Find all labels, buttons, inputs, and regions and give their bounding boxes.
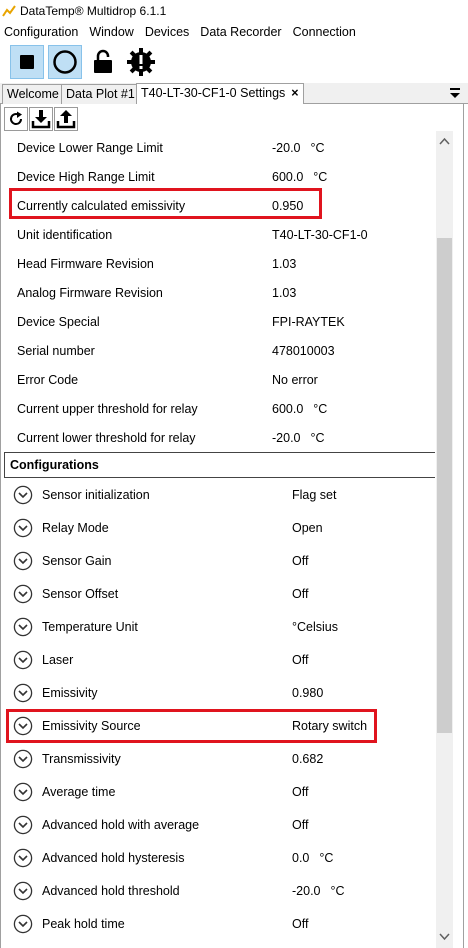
property-value: No error [272, 372, 318, 387]
property-label: Device Special [17, 314, 100, 329]
property-label: Currently calculated emissivity [17, 198, 186, 213]
property-row [2, 220, 435, 249]
chevron-down-icon[interactable] [13, 485, 33, 505]
property-label: Serial number [17, 343, 95, 358]
tab-welcome[interactable] [2, 84, 64, 104]
alert-gear-icon [126, 47, 156, 77]
property-value: FPI-RAYTEK [272, 314, 345, 329]
config-value: 0.682 [292, 751, 324, 766]
chevron-down-icon[interactable] [13, 749, 33, 769]
lock-icon [91, 49, 115, 75]
config-row[interactable] [2, 907, 435, 940]
config-value: °Celsius [292, 619, 338, 634]
download-icon [31, 109, 51, 129]
chevron-down-icon[interactable] [13, 584, 33, 604]
config-value: 0.980 [292, 685, 324, 700]
scroll-up-icon[interactable] [439, 136, 450, 147]
upload-button[interactable] [54, 107, 78, 131]
chevron-down-icon[interactable] [13, 617, 33, 637]
alert-settings-button[interactable] [124, 45, 158, 79]
config-row[interactable] [2, 676, 435, 709]
config-value: Off [292, 916, 309, 931]
scrollbar-thumb[interactable] [437, 238, 452, 733]
config-value: 0.0 °C [292, 850, 334, 865]
property-label: Current lower threshold for relay [17, 430, 196, 445]
property-row [2, 249, 435, 278]
property-label: Unit identification [17, 227, 113, 242]
property-label: Device High Range Limit [17, 169, 155, 184]
config-value: Off [292, 553, 309, 568]
config-label: Sensor initialization [42, 487, 150, 502]
property-row [2, 365, 435, 394]
config-row[interactable] [2, 742, 435, 775]
config-value: Off [292, 817, 309, 832]
config-label: Temperature Unit [42, 619, 138, 634]
config-label: Laser [42, 652, 74, 667]
configurations-section-header[interactable] [4, 452, 435, 478]
property-row [2, 336, 435, 365]
config-row[interactable] [2, 478, 435, 511]
config-label: Advanced hold with average [42, 817, 200, 832]
property-row [2, 162, 435, 191]
chevron-down-icon[interactable] [13, 650, 33, 670]
settings-toolbar [4, 107, 79, 133]
tab-bar [0, 83, 468, 104]
config-label: Sensor Gain [42, 553, 112, 568]
chevron-down-icon[interactable] [13, 914, 33, 934]
property-row [2, 133, 435, 162]
config-label: Peak hold time [42, 916, 125, 931]
chevron-down-icon[interactable] [13, 716, 33, 736]
property-value: 1.03 [272, 256, 297, 271]
refresh-button[interactable] [4, 107, 28, 131]
upload-icon [56, 109, 76, 129]
property-value: T40-LT-30-CF1-0 [272, 227, 368, 242]
property-row-calculated-emissivity [2, 191, 435, 220]
chevron-down-icon[interactable] [13, 848, 33, 868]
menu-window[interactable]: Window [89, 25, 134, 39]
property-value: 600.0 °C [272, 401, 328, 416]
config-label: Relay Mode [42, 520, 109, 535]
chevron-down-icon[interactable] [13, 815, 33, 835]
settings-list[interactable] [2, 131, 435, 948]
config-row[interactable] [2, 544, 435, 577]
config-row[interactable] [2, 808, 435, 841]
window-title: DataTemp® Multidrop 6.1.1 [20, 4, 167, 18]
tab-settings[interactable] [136, 83, 304, 104]
circle-icon [52, 49, 78, 75]
refresh-icon [7, 110, 25, 128]
config-value: -20.0 °C [292, 883, 345, 898]
chevron-down-icon[interactable] [13, 683, 33, 703]
chevron-down-icon[interactable] [13, 551, 33, 571]
property-label: Current upper threshold for relay [17, 401, 198, 416]
property-row [2, 394, 435, 423]
property-value: 478010003 [272, 343, 335, 358]
menu-configuration[interactable]: Configuration [4, 25, 79, 39]
property-row [2, 278, 435, 307]
config-value: Off [292, 586, 309, 601]
lock-button[interactable] [86, 45, 120, 79]
config-row[interactable] [2, 841, 435, 874]
config-label: Average time [42, 784, 116, 799]
property-value: 1.03 [272, 285, 297, 300]
title-bar [0, 0, 468, 22]
property-value: -20.0 °C [272, 140, 325, 155]
tab-data-plot[interactable] [61, 84, 140, 104]
config-label: Emissivity [42, 685, 98, 700]
config-row[interactable] [2, 577, 435, 610]
property-row [2, 423, 435, 452]
property-label: Head Firmware Revision [17, 256, 154, 271]
section-title: Configurations [10, 458, 99, 472]
chevron-down-icon[interactable] [13, 881, 33, 901]
config-row[interactable] [2, 643, 435, 676]
menu-connection[interactable]: Connection [292, 25, 356, 39]
main-toolbar [0, 42, 468, 82]
chevron-down-icon[interactable] [13, 782, 33, 802]
property-label: Analog Firmware Revision [17, 285, 163, 300]
property-value: -20.0 °C [272, 430, 325, 445]
menu-data-recorder[interactable]: Data Recorder [200, 25, 282, 39]
record-button[interactable] [48, 45, 82, 79]
config-row[interactable] [2, 775, 435, 808]
config-value: Rotary switch [292, 718, 368, 733]
chevron-down-icon[interactable] [13, 518, 33, 538]
config-label: Advanced hold hysteresis [42, 850, 185, 865]
tab-list-menu-icon[interactable] [448, 85, 462, 101]
stop-icon [16, 51, 38, 73]
tab-data-plot-label: Data Plot #1 [66, 87, 135, 101]
scroll-down-icon[interactable] [439, 931, 450, 942]
config-row[interactable] [2, 610, 435, 643]
config-value: Off [292, 652, 309, 667]
property-label: Error Code [17, 372, 79, 387]
config-label: Transmissivity [42, 751, 121, 766]
stop-button[interactable] [10, 45, 44, 79]
config-value: Off [292, 784, 309, 799]
vertical-scrollbar[interactable] [436, 131, 453, 948]
download-button[interactable] [29, 107, 53, 131]
config-row[interactable] [2, 511, 435, 544]
config-label: Advanced hold threshold [42, 883, 180, 898]
config-row[interactable] [2, 874, 435, 907]
property-value: 600.0 °C [272, 169, 328, 184]
tab-settings-label: T40-LT-30-CF1-0 Settings [141, 86, 286, 100]
app-logo-icon [2, 4, 16, 18]
property-value: 0.950 [272, 198, 304, 213]
property-label: Device Lower Range Limit [17, 140, 163, 155]
tab-welcome-label: Welcome [7, 87, 59, 101]
config-value: Open [292, 520, 323, 535]
menu-bar [0, 22, 468, 42]
config-row[interactable] [2, 709, 435, 742]
config-label: Sensor Offset [42, 586, 119, 601]
property-row [2, 307, 435, 336]
tab-close-button[interactable]: × [291, 86, 299, 100]
config-value: Flag set [292, 487, 337, 502]
config-label: Emissivity Source [42, 718, 141, 733]
menu-devices[interactable]: Devices [144, 25, 190, 39]
